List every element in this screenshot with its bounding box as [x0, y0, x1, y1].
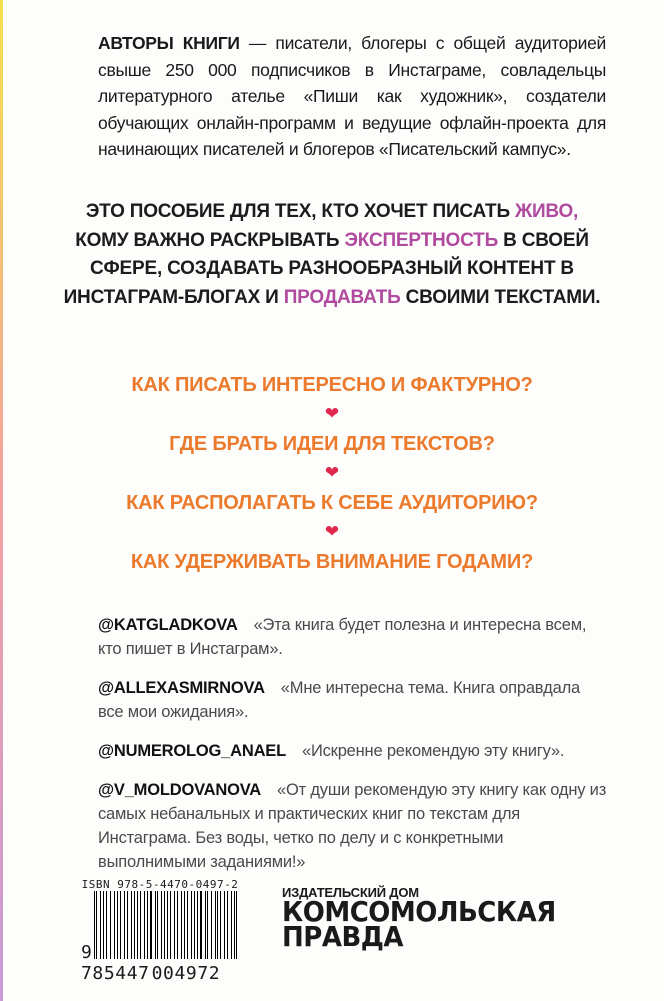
question: КАК УДЕРЖИВАТЬ ВНИМАНИЕ ГОДАМИ?	[130, 551, 534, 573]
barcode-bar	[224, 891, 225, 959]
heart-icon: ❤	[324, 404, 340, 423]
pitch-highlight: ПРОДАВАТЬ	[283, 286, 401, 308]
ean-first-digit: 9	[81, 942, 93, 963]
pitch-text: ЭТО ПОСОБИЕ ДЛЯ ТЕХ, КТО ХОЧЕТ ПИСАТЬ	[85, 201, 515, 222]
review	[98, 676, 608, 724]
publisher-logo	[282, 885, 556, 954]
barcode-bar	[110, 891, 111, 959]
heart-icon: ❤	[324, 522, 340, 541]
pitch-text: СВОИМИ ТЕКСТАМИ.	[400, 286, 601, 308]
barcode-bar	[197, 891, 198, 959]
authors-intro	[98, 30, 606, 163]
ean-group-1: 785447	[81, 963, 150, 984]
review-text: «Искренне рекомендую эту книгу».	[301, 742, 565, 760]
review-text: «От души рекомендую эту книгу как одну из самых небанальных и практических книг по текстам для Инстаграма. Без воды, четко по делу и с конкретными выполнимыми заданиями!»	[98, 781, 607, 871]
decorative-gradient-stripe	[0, 0, 3, 1001]
review	[98, 613, 608, 661]
barcode-bar	[211, 891, 212, 959]
barcode-bar	[150, 891, 151, 959]
publisher-name-line2: ПРАВДА	[282, 921, 404, 954]
question: КАК ПИСАТЬ ИНТЕРЕСНО И ФАКТУРНО?	[131, 374, 533, 396]
barcode-bar	[114, 891, 115, 959]
barcode-bar	[187, 891, 188, 959]
review	[98, 778, 608, 874]
heart-icon: ❤	[324, 463, 340, 482]
barcode-bar	[103, 891, 104, 959]
review	[98, 739, 608, 763]
isbn-label: ISBN 978-5-4470-0497-2	[81, 878, 239, 891]
barcode-bar	[161, 891, 162, 959]
review-handle: @NUMEROLOG_ANAEL	[98, 742, 286, 760]
barcode-bar	[227, 891, 228, 959]
barcode-bar	[140, 891, 141, 959]
review-handle: @KATGLADKOVA	[98, 616, 238, 634]
pitch-highlight: ЖИВО,	[515, 201, 579, 222]
review-handle: @ALLEXASMIRNOVA	[98, 679, 265, 697]
barcode-bar	[200, 891, 201, 959]
question: КАК РАСПОЛАГАТЬ К СЕБЕ АУДИТОРИЮ?	[126, 492, 538, 514]
ean-group-2: 004972	[151, 963, 221, 984]
review-handle: @V_MOLDOVANOVA	[98, 781, 262, 799]
pitch-statement	[40, 198, 624, 312]
review-text: «Мне интересна тема. Книга оправдала все мои ожидания».	[98, 679, 580, 721]
barcode-bar	[174, 891, 175, 959]
pitch-text: КОМУ ВАЖНО РАСКРЫВАТЬ	[75, 229, 345, 251]
publisher-name-line1: КОМСОМОЛЬСКАЯ	[282, 896, 556, 929]
publisher-label: ИЗДАТЕЛЬСКИЙ ДОМ	[282, 885, 419, 900]
questions-list	[40, 369, 624, 578]
question: ГДЕ БРАТЬ ИДЕИ ДЛЯ ТЕКСТОВ?	[169, 433, 495, 455]
intro-lead: АВТОРЫ КНИГИ	[98, 33, 240, 53]
intro-text: — писатели, блогеры с общей аудиторией свыше 250 000 подписчиков в Инстаграме, совладельцы литературного ателье «Пиши как художник», создатели обучающих онлайн-программ и ведущие офлайн-проекта для начинающих писателей и блогеров «Писательский кампус».	[98, 33, 606, 159]
pitch-highlight: ЭКСПЕРТНОСТЬ	[344, 229, 499, 251]
barcode-bar	[124, 891, 125, 959]
barcode-bar	[144, 891, 145, 959]
barcode-bar	[127, 891, 128, 959]
barcode-bar	[177, 891, 178, 959]
isbn-barcode	[80, 878, 240, 984]
reviews	[98, 613, 608, 889]
pitch-text: В СВОЕЙ СФЕРЕ, СОЗДАВАТЬ РАЗНООБРАЗНЫЙ КОНТЕНТ В ИНСТАГРАМ-БЛОГАХ И	[63, 229, 589, 308]
review-text: «Эта книга будет полезна и интересна всем, кто пишет в Инстаграм».	[98, 616, 587, 658]
